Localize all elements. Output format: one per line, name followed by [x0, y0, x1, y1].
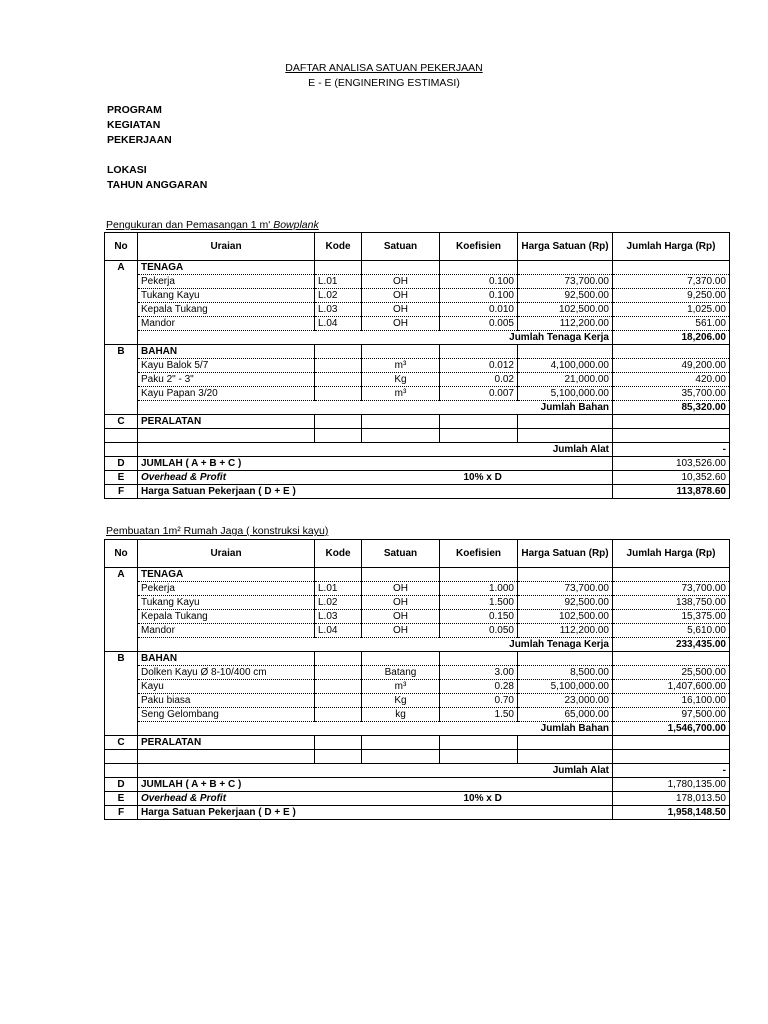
group-row-peralatan: C PERALATAN: [105, 415, 730, 429]
table-row: Pekerja L.01 OH 1.000 73,700.00 73,700.00: [105, 582, 730, 596]
group-row-tenaga: A TENAGA: [105, 568, 730, 582]
meta-lokasi: LOKASI: [107, 164, 147, 176]
total-row-d: D JUMLAH ( A + B + C ) 1,780,135.00: [105, 778, 730, 792]
document-subtitle: E - E (ENGINERING ESTIMASI): [308, 77, 460, 89]
meta-program: PROGRAM: [107, 104, 162, 116]
group-row-tenaga: A TENAGA: [105, 261, 730, 275]
table-row: Kayu Balok 5/7 m³ 0.012 4,100,000.00 49,200.00: [105, 359, 730, 373]
meta-kegiatan: KEGIATAN: [107, 119, 161, 131]
col-jumlah-harga: Jumlah Harga (Rp): [613, 540, 730, 568]
col-harga-satuan: Harga Satuan (Rp): [518, 540, 613, 568]
subtotal-row-tenaga: Jumlah Tenaga Kerja 18,206.00: [105, 331, 730, 345]
table-row: Mandor L.04 OH 0.050 112,200.00 5,610.00: [105, 624, 730, 638]
subtotal-row-alat: Jumlah Alat -: [105, 764, 730, 778]
document-title: DAFTAR ANALISA SATUAN PEKERJAAN: [285, 62, 483, 74]
group-row-peralatan: C PERALATAN: [105, 736, 730, 750]
total-row-d: D JUMLAH ( A + B + C ) 103,526.00: [105, 457, 730, 471]
col-harga-satuan: Harga Satuan (Rp): [518, 233, 613, 261]
table-row: Paku 2" - 3" Kg 0.02 21,000.00 420.00: [105, 373, 730, 387]
table-header: [105, 540, 730, 568]
section2-table: [104, 539, 730, 820]
table-row: Tukang Kayu L.02 OH 1.500 92,500.00 138,750.00: [105, 596, 730, 610]
table-row-empty: [105, 750, 730, 764]
table-row: Kepala Tukang L.03 OH 0.150 102,500.00 15,375.00: [105, 610, 730, 624]
meta-tahun: TAHUN ANGGARAN: [107, 179, 208, 191]
group-row-bahan: B BAHAN: [105, 345, 730, 359]
table-row: Kepala Tukang L.03 OH 0.010 102,500.00 1,025.00: [105, 303, 730, 317]
col-uraian: Uraian: [138, 233, 315, 261]
col-koefisien: Koefisien: [440, 233, 518, 261]
subtotal-row-bahan: Jumlah Bahan 1,546,700.00: [105, 722, 730, 736]
col-uraian: Uraian: [138, 540, 315, 568]
section1-table: [104, 232, 730, 499]
col-kode: Kode: [315, 540, 362, 568]
table-row: Pekerja L.01 OH 0.100 73,700.00 7,370.00: [105, 275, 730, 289]
total-row-e: E Overhead & Profit 10% x D 10,352.60: [105, 471, 730, 485]
table-row: Kayu Papan 3/20 m³ 0.007 5,100,000.00 35,700.00: [105, 387, 730, 401]
table-header: [105, 233, 730, 261]
table-row: Seng Gelombang kg 1.50 65,000.00 97,500.00: [105, 708, 730, 722]
col-satuan: Satuan: [362, 540, 440, 568]
subtotal-row-alat: Jumlah Alat -: [105, 443, 730, 457]
section1-title: Pengukuran dan Pemasangan 1 m' Bowplank: [106, 219, 319, 231]
col-kode: Kode: [315, 233, 362, 261]
total-row-f: F Harga Satuan Pekerjaan ( D + E ) 1,958,148.50: [105, 806, 730, 820]
col-no: No: [105, 233, 138, 261]
group-row-bahan: B BAHAN: [105, 652, 730, 666]
meta-pekerjaan: PEKERJAAN: [107, 134, 172, 146]
col-jumlah-harga: Jumlah Harga (Rp): [613, 233, 730, 261]
subtotal-row-tenaga: Jumlah Tenaga Kerja 233,435.00: [105, 638, 730, 652]
section2-title: Pembuatan 1m² Rumah Jaga ( konstruksi kayu): [106, 525, 329, 537]
col-no: No: [105, 540, 138, 568]
table-row-empty: [105, 429, 730, 443]
total-row-e: E Overhead & Profit 10% x D 178,013.50: [105, 792, 730, 806]
table-row: Mandor L.04 OH 0.005 112,200.00 561.00: [105, 317, 730, 331]
meta-block: [107, 103, 207, 193]
col-satuan: Satuan: [362, 233, 440, 261]
total-row-f: F Harga Satuan Pekerjaan ( D + E ) 113,878.60: [105, 485, 730, 499]
table-row: Paku biasa Kg 0.70 23,000.00 16,100.00: [105, 694, 730, 708]
subtotal-row-bahan: Jumlah Bahan 85,320.00: [105, 401, 730, 415]
table-row: Tukang Kayu L.02 OH 0.100 92,500.00 9,250.00: [105, 289, 730, 303]
table-row: Kayu m³ 0.28 5,100,000.00 1,407,600.00: [105, 680, 730, 694]
table-row: Dolken Kayu Ø 8-10/400 cm Batang 3.00 8,500.00 25,500.00: [105, 666, 730, 680]
col-koefisien: Koefisien: [440, 540, 518, 568]
